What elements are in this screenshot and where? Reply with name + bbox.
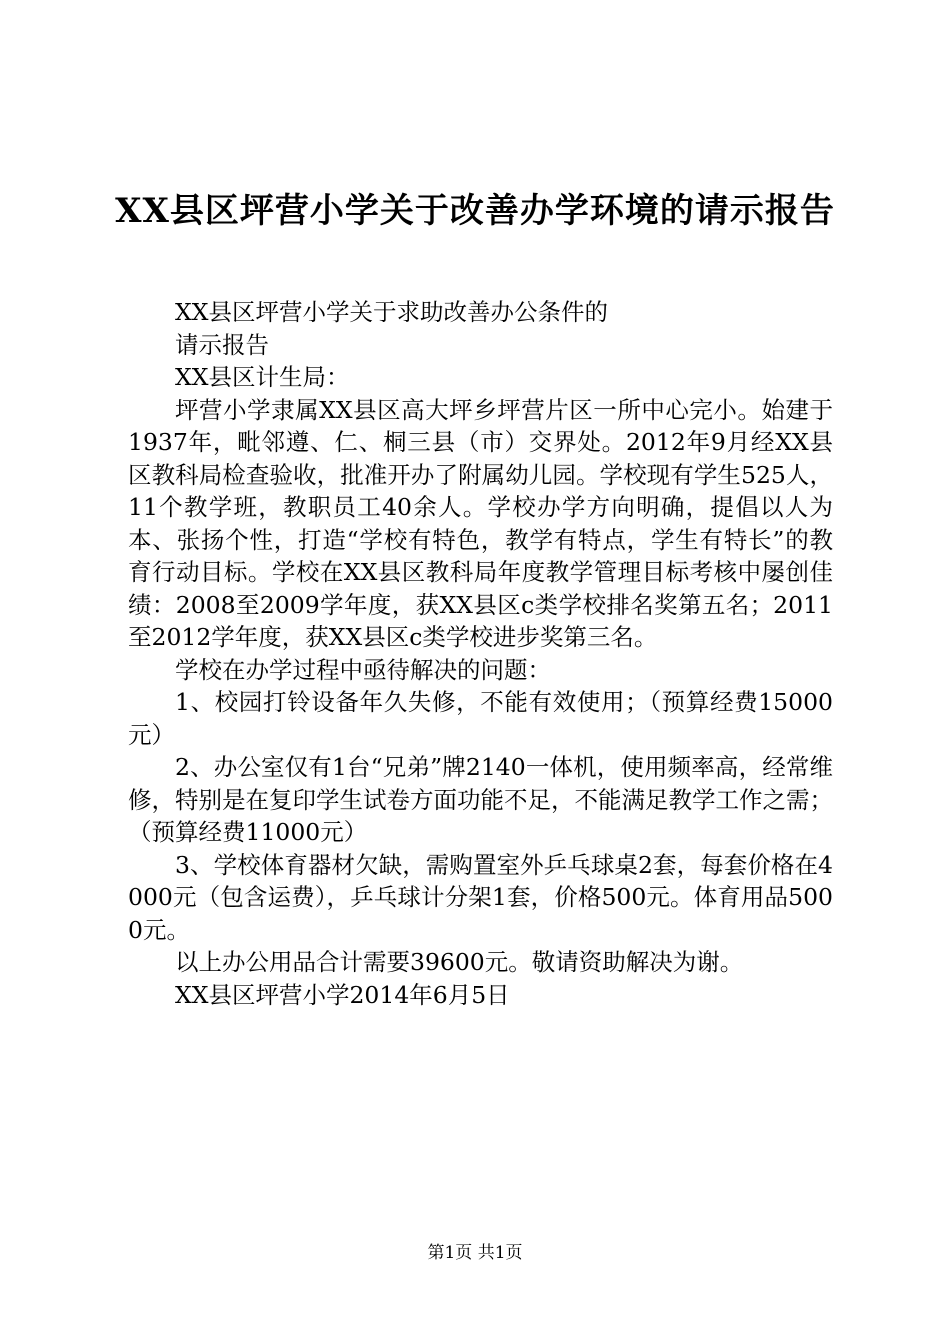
body-paragraph-subject-line-1: XX县区坪营小学关于求助改善办公条件的 xyxy=(175,298,608,326)
page-number-footer: 第1页 共1页 xyxy=(427,1243,523,1263)
document-title: XX县区坪营小学关于改善办学环境的请示报告 xyxy=(115,191,835,231)
document-body xyxy=(128,296,833,1011)
body-paragraph-introduction: 坪营小学隶属XX县区高大坪乡坪营片区一所中心完小。始建于1937年，毗邻遵、仁、桐三县（市）交界处。2012年9月经XX县区教科局检查验收，批准开办了附属幼儿园。学校现有学生525人，11个教学班，教职员工40余人。学校办学方向明确，提倡以人为本、张扬个性，打造“学校有特色，教学有特点，学生有特长”的教育行动目标。学校在XX县区教科局年度教学管理目标考核中屡创佳绩：2008至2009学年度，获XX县区c类学校排名奖第五名；2011至2012学年度，获XX县区c类学校进步奖第三名。 xyxy=(128,395,833,651)
body-paragraph-problems-heading: 学校在办学过程中亟待解决的问题： xyxy=(175,655,551,684)
body-paragraph-item-1: 1、校园打铃设备年久失修，不能有效使用；（预算经费15000元） xyxy=(128,688,833,749)
body-paragraph-subject-line-2: 请示报告 xyxy=(175,330,269,359)
body-paragraph-signature-date: XX县区坪营小学2014年6月5日 xyxy=(175,980,510,1009)
body-paragraph-item-2: 2、办公室仅有1台“兄弟”牌2140一体机，使用频率高，经常维修，特别是在复印学生试卷方面功能不足，不能满足教学工作之需；（预算经费11000元） xyxy=(128,753,833,846)
body-paragraph-addressee: XX县区计生局： xyxy=(175,363,350,391)
body-paragraph-item-3: 3、学校体育器材欠缺，需购置室外乒乓球桌2套，每套价格在4000元（包含运费），乒乓球计分架1套，价格500元。体育用品5000元。 xyxy=(128,850,833,944)
body-paragraph-total: 以上办公用品合计需要39600元。敬请资助解决为谢。 xyxy=(175,948,744,976)
